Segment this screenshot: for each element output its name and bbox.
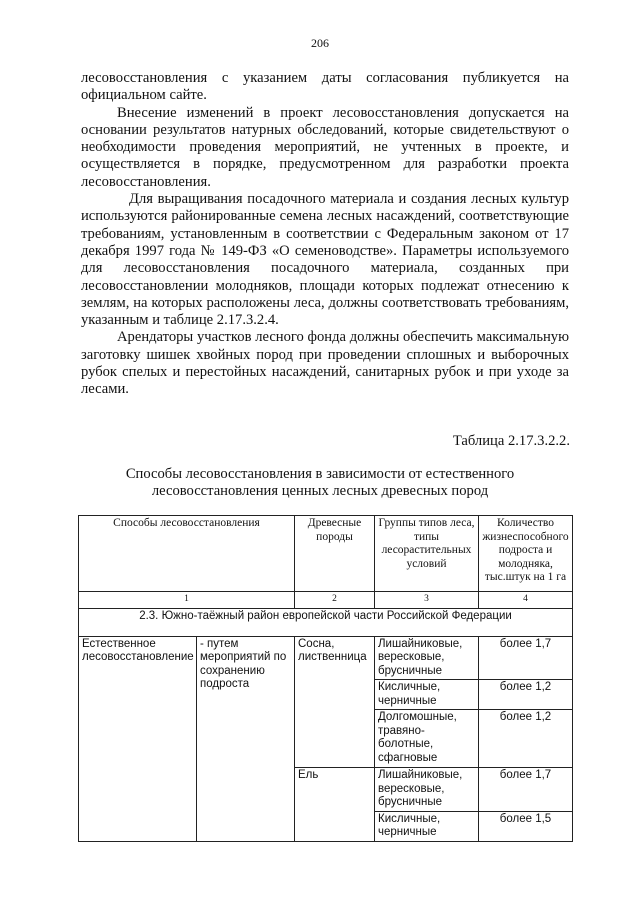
method-cell: Естественное лесовосстановление — [79, 636, 197, 841]
header-methods: Способы лесовосстановления — [79, 516, 295, 592]
header-species: Древесные породы — [295, 516, 375, 592]
forest-type-cell: Кисличные, черничные — [375, 811, 479, 841]
forest-type-cell: Долгомошные, травяно-болотные, сфагновые — [375, 710, 479, 768]
table-title — [0, 466, 640, 501]
col-number-2: 2 — [295, 592, 375, 609]
page-number: 206 — [311, 36, 329, 50]
header-forest-types: Группы типов леса, типы лесорастительных условий — [375, 516, 479, 592]
reforestation-table — [78, 515, 573, 842]
table-label: Таблица 2.17.3.2.2. — [452, 433, 570, 449]
col-number-3: 3 — [375, 592, 479, 609]
amount-cell: более 1,5 — [479, 811, 573, 841]
col-number-1: 1 — [79, 592, 295, 609]
table-title-line-1: Способы лесовосстановления в зависимости от естественного — [125, 466, 515, 482]
paragraph-2: Внесение изменений в проект лесовосстановления допускается на основании результатов натурных обследований, которые свидетельствуют о необходимости проведения мероприятий, не учтенных в проекте, и осуществляется в порядке, предусмотренном для разработки проекта лесовосстановления. — [81, 104, 569, 190]
paragraph-1: лесовосстановления с указанием даты согласования публикуется на официальном сайте. — [81, 70, 569, 104]
table-title-line-2: лесовосстановления ценных лесных древесных пород — [151, 483, 489, 500]
amount-cell: более 1,7 — [479, 768, 573, 812]
amount-cell: более 1,7 — [479, 636, 573, 680]
header-quantity: Количество жизнеспособного подроста и молодняка, тыс.штук на 1 га — [479, 516, 573, 592]
paragraph-3: Для выращивания посадочного материала и создания лесных культур используются районированные семена лесных насаждений, соответствующие требованиям, установленным в соответствии с Федеральным законом от 17 декабря 1997 года № 149-ФЗ «О семеноводстве». Параметры используемого для лесовосстановления посадочного материала, созданных при лесовосстановлении молодняков, площади которых подлежат отнесению к землям, на которых расположены леса, должны соответствовать требованиям, указанным и таблице 2.17.3.2.4. — [81, 191, 569, 329]
species-pine-larch: Сосна, лиственница — [295, 636, 375, 768]
col-number-4: 4 — [479, 592, 573, 609]
body-text — [81, 70, 569, 399]
paragraph-4: Арендаторы участков лесного фонда должны обеспечить максимальную заготовку шишек хвойных пород при проведении сплошных и выборочных рубок спелых и перестойных насаждений, санитарных рубок и при уходе за лесами. — [81, 329, 569, 398]
forest-type-cell: Лишайниковые, вересковые, брусничные — [375, 636, 479, 680]
amount-cell: более 1,2 — [479, 680, 573, 710]
forest-type-cell: Лишайниковые, вересковые, брусничные — [375, 768, 479, 812]
region-row: 2.3. Южно-таёжный район европейской части Российской Федерации — [79, 608, 573, 636]
forest-type-cell: Кисличные, черничные — [375, 680, 479, 710]
submethod-cell: - путем мероприятий по сохранению подроста — [197, 636, 295, 841]
species-spruce: Ель — [295, 768, 375, 842]
amount-cell: более 1,2 — [479, 710, 573, 768]
